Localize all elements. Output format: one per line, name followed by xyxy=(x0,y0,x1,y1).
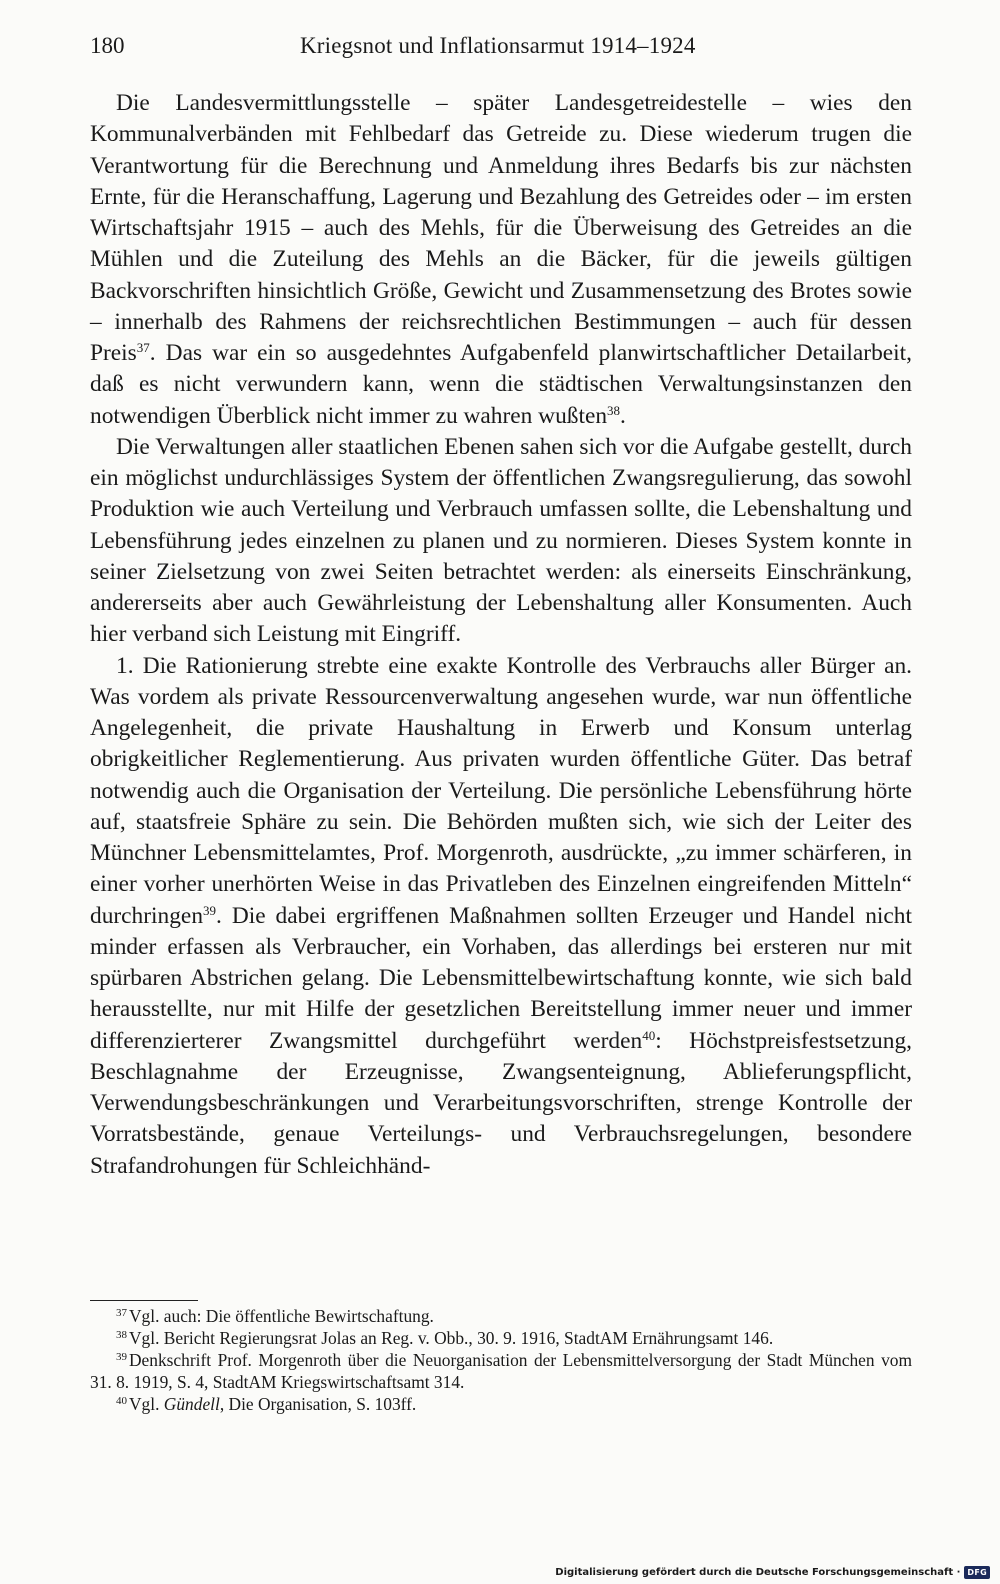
running-head xyxy=(90,30,910,62)
footnote xyxy=(90,1305,912,1327)
paragraph-text: Die Landesvermittlungsstelle – später Landesgetreidestelle – wies den Kommunalverbänden mit Fehlbedarf das Getreide zu. Diese wiederum trugen die Verantwortung für die Berechnung und Anmeldung ihres Bedarfs bis zur nächsten Ernte, für die Heranschaffung, Lagerung und Bezahlung des Getreides oder – im ersten Wirtschaftsjahr 1915 – auch des Mehls, für die Überweisung des Getreides an die Mühlen und die Zuteilung des Mehls an die Bäcker, für die jeweils gültigen Backvorschriften hinsichtlich Größe, Gewicht und Zusammensetzung des Brotes sowie – innerhalb des Rahmens der reichsrechtlichen Bestimmungen – auch für dessen Preis xyxy=(90,90,912,366)
footnote-number: 40 xyxy=(116,1395,127,1407)
footnote-text: , Die Organisation, S. 103ff. xyxy=(219,1394,417,1414)
footnote-text: Denkschrift Prof. Morgenroth über die Neuorganisation der Lebensmittelversorgung der Stadt München vom 31. 8. 1919, S. 4, StadtAM Kriegswirtschaftsamt 314. xyxy=(90,1350,912,1392)
footnote-text: Vgl. xyxy=(129,1394,164,1414)
footnote-author: Gündell xyxy=(163,1394,220,1414)
footnote-number: 39 xyxy=(116,1351,127,1363)
footnote-divider xyxy=(90,1300,198,1301)
footnote-number: 38 xyxy=(116,1329,127,1341)
body-text xyxy=(90,88,912,1182)
digitization-banner xyxy=(555,1564,990,1580)
footnotes xyxy=(90,1305,912,1415)
paragraph-text: . Das war ein so ausgedehntes Aufgabenfeld planwirtschaftlicher Detailarbeit, daß es nicht verwundern kann, wenn die städtischen Verwaltungsinstanzen den notwendigen Überblick nicht immer zu wahren wußten xyxy=(90,340,912,429)
paragraph-text: : Höchstpreisfestsetzung, Beschlagnahme der Erzeugnisse, Zwangsenteignung, Ablieferungspflicht, Verwendungsbeschränkungen und Verarbeitungsvorschriften, strenge Kontrolle der Vorratsbestände, genaue Verteilungs- und Verbrauchsregelungen, besondere Strafandrohungen für Schleichhänd- xyxy=(90,1027,912,1179)
paragraph-text: . Die dabei ergriffenen Maßnahmen sollten Erzeuger und Handel nicht minder erfassen als Verbraucher, ein Vorhaben, das allerdings bei ersteren nur mit spürbaren Abstrichen gelang. Die Lebensmittelbewirtschaftung konnte, wie sich bald herausstellte, nur mit Hilfe der gesetzlichen Bereitstellung immer neuer und immer differenzierterer Zwangsmittel durchgeführt werden xyxy=(90,902,912,1054)
paragraph-text: 1. Die Rationierung strebte eine exakte Kontrolle des Verbrauchs aller Bürger an. Was vordem als private Ressourcenverwaltung angesehen wurde, war nun öffentliche Angelegenheit, die private Haushaltung in Erwerb und Konsum unterlag obrigkeitlicher Reglementierung. Aus privaten wurden öffentliche Güter. Das betraf notwendig auch die Organisation der Verteilung. Die persönliche Lebensführung hörte auf, staatsfreie Sphäre zu sein. Die Behörden mußten sich, wie sich der Leiter des Münchner Lebensmittelamtes, Prof. Morgenroth, ausdrückte, „zu immer schärferen, in einer vorher unerhörten Weise in das Privatleben des Einzelnen eingreifenden Mitteln“ durchringen xyxy=(90,652,912,929)
paragraph xyxy=(90,432,912,651)
paragraph-text: . xyxy=(620,402,626,429)
footnote-text: Vgl. auch: Die öffentliche Bewirtschaftung. xyxy=(129,1306,434,1326)
paragraph xyxy=(90,88,912,432)
footnote-text: Vgl. Bericht Regierungsrat Jolas an Reg. v. Obb., 30. 9. 1916, StadtAM Ernährungsamt 146. xyxy=(129,1328,774,1348)
footnote xyxy=(90,1393,912,1415)
footnote xyxy=(90,1327,912,1349)
footnote-reference: 40 xyxy=(642,1027,656,1043)
page-number: 180 xyxy=(90,33,125,58)
footnote-reference: 37 xyxy=(136,340,150,355)
footnote xyxy=(90,1349,912,1393)
dfg-logo-icon: DFG xyxy=(964,1566,990,1579)
paragraph xyxy=(90,651,912,1182)
paragraph-text: Die Verwaltungen aller staatlichen Ebenen sahen sich vor die Aufgabe gestellt, durch ein möglichst undurchlässiges System der öffentlichen Zwangsregulierung, das sowohl Produktion wie auch Verteilung und Verbrauch umfassen sollte, die Lebenshaltung und Lebensführung jedes einzelnen zu planen und zu normieren. Dieses System konnte in seiner Zielsetzung von zwei Seiten betrachtet werden: als einerseits Einschränkung, andererseits aber auch Gewährleistung der Lebenshaltung aller Konsumenten. Auch hier verband sich Leistung mit Eingriff. xyxy=(90,433,912,648)
footnote-reference: 38 xyxy=(607,402,621,418)
footnote-number: 37 xyxy=(116,1307,127,1319)
footnote-reference: 39 xyxy=(203,902,217,918)
running-head-title: Kriegsnot und Inflationsarmut 1914–1924 xyxy=(300,33,696,58)
digitization-credit: Digitalisierung gefördert durch die Deutsche Forschungsgemeinschaft · xyxy=(555,1566,961,1578)
